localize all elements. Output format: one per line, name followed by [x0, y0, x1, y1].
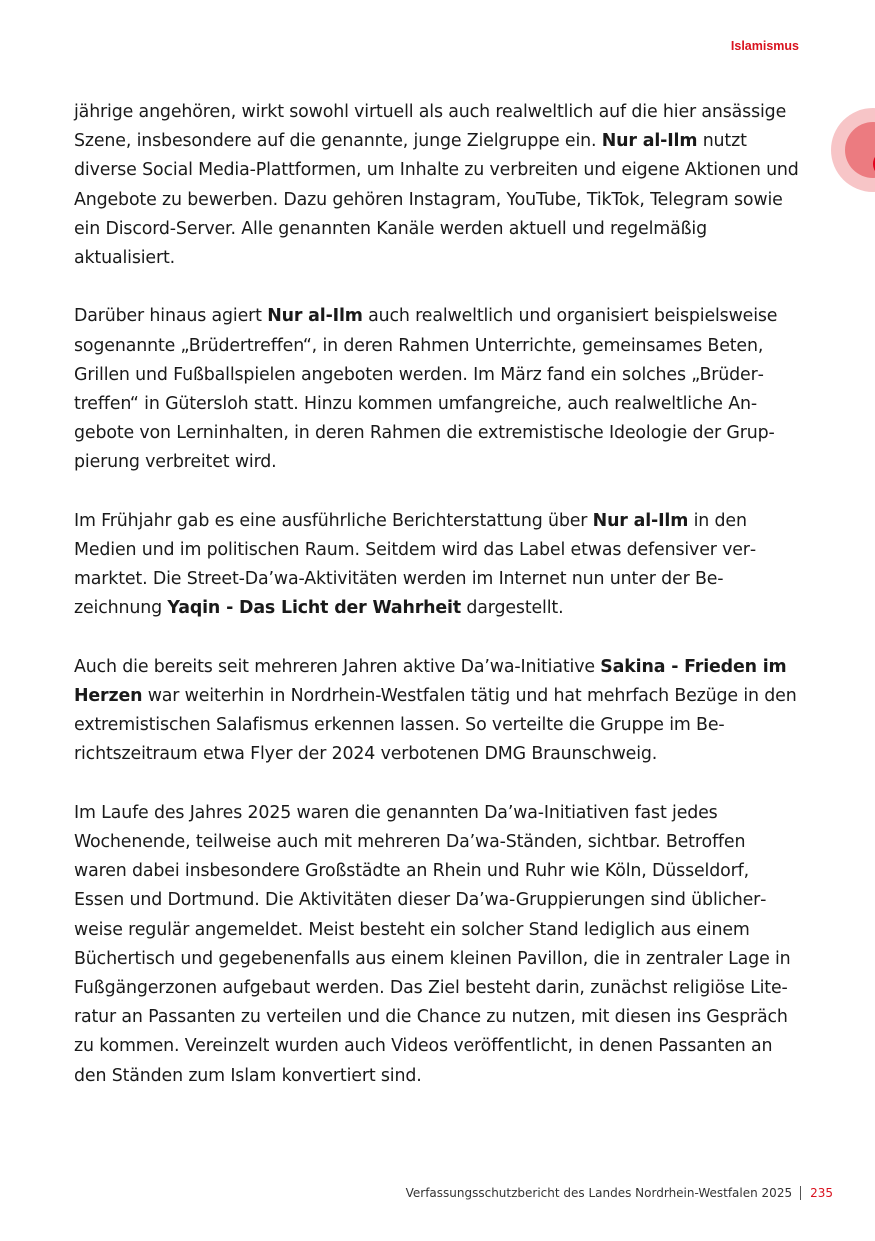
section-header: Islamismus [730, 39, 799, 53]
text-run: war weiterhin in Nordrhein-Westfalen tätig und hat mehrfach Bezüge in den extremistischen Salafismus erkennen lassen. So verteilte die Gruppe im Berichtszeitraum etwa Flyer der 2024 verbotenen DMG Braunschweig. [74, 686, 797, 765]
publication-title: Verfassungsschutzbericht des Landes Nordrhein-Westfalen 2025 [405, 1186, 793, 1200]
page-number: 235 [810, 1186, 833, 1200]
organization-name: Nur al-Ilm [601, 131, 698, 152]
page-footer [406, 1186, 833, 1200]
text-run: nutzt diverse Social Media-Plattformen, um Inhalte zu verbreiten und eigene Aktionen und Angebote zu bewerben. Dazu gehören Instagram, YouTube, TikTok, Telegram sowie ein Discord-Server. Alle genannten Kanäle werden aktuell und regelmäßig aktualisiert. [74, 131, 799, 269]
text-run: Im Frühjahr gab es eine ausführliche Berichterstattung über [74, 510, 593, 531]
body-text [74, 98, 800, 1120]
text-run: Auch die bereits seit mehreren Jahren aktive Da’wa-Initiative [74, 656, 601, 677]
text-run: Im Laufe des Jahres 2025 waren die genannten Da’wa-Initiativen fast jedes Wochenende, teilweise auch mit mehreren Da’wa-Ständen, sichtbar. Betroffen waren dabei insbesondere Großstädte an Rhein und Ruhr wie Köln, Düsseldorf, Essen und Dortmund. Die Aktivitäten dieser Da’wa-Gruppierungen sind üblicherweise regulär angemeldet. Meist besteht ein solcher Stand lediglich aus einem Büchertisch und gegebenenfalls aus einem kleinen Pavillon, die in zentraler Lage in Fußgängerzonen aufgebaut werden. Das Ziel besteht darin, zunächst religiöse Literatur an Passanten zu verteilen und die Chance zu nutzen, mit diesen ins Gespräch zu kommen. Vereinzelt wurden auch Videos veröffentlicht, in denen Passanten an den Ständen zum Islam konvertiert sind. [74, 802, 791, 1086]
chapter-marker-icon [831, 108, 875, 192]
organization-name: Nur al-Ilm [592, 510, 689, 531]
paragraph [74, 507, 800, 624]
organization-name: Nur al-Ilm [267, 306, 363, 327]
paragraph [74, 799, 800, 1091]
paragraph [74, 302, 800, 477]
paragraph [74, 653, 800, 770]
paragraph [74, 98, 800, 273]
text-run: dargestellt. [461, 598, 564, 619]
text-run: Darüber hinaus agiert [74, 306, 268, 327]
organization-name: Yaqin - Das Licht der Wahrheit [167, 598, 461, 619]
chapter-marker-ring [845, 122, 875, 178]
text-run: auch realweltlich und organisiert beispielsweise sogenannte „Brüdertreffen“, in deren Rahmen Unterrichte, gemeinsames Beten, Grillen und Fußballspielen angeboten werden. Im März fand ein solches „Brüdertreffen“ in Gütersloh statt. Hinzu kommen umfangreiche, auch realweltliche Angebote von Lerninhalten, in deren Rahmen die extremistische Ideologie der Gruppierung verbreitet wird. [74, 306, 778, 473]
text-run: in den Medien und im politischen Raum. Seitdem wird das Label etwas defensiver vermarktet. Die Street-Da’wa-Aktivitäten werden im Internet nun unter der Bezeichnung [74, 510, 757, 619]
footer-divider [800, 1186, 801, 1200]
text-run: jährige angehören, wirkt sowohl virtuell als auch realweltlich auf die hier ansässige Szene, insbesondere auf die genannte, junge Zielgruppe ein. [74, 102, 787, 152]
organization-name: Sakina - Frieden im Herzen [74, 656, 787, 707]
